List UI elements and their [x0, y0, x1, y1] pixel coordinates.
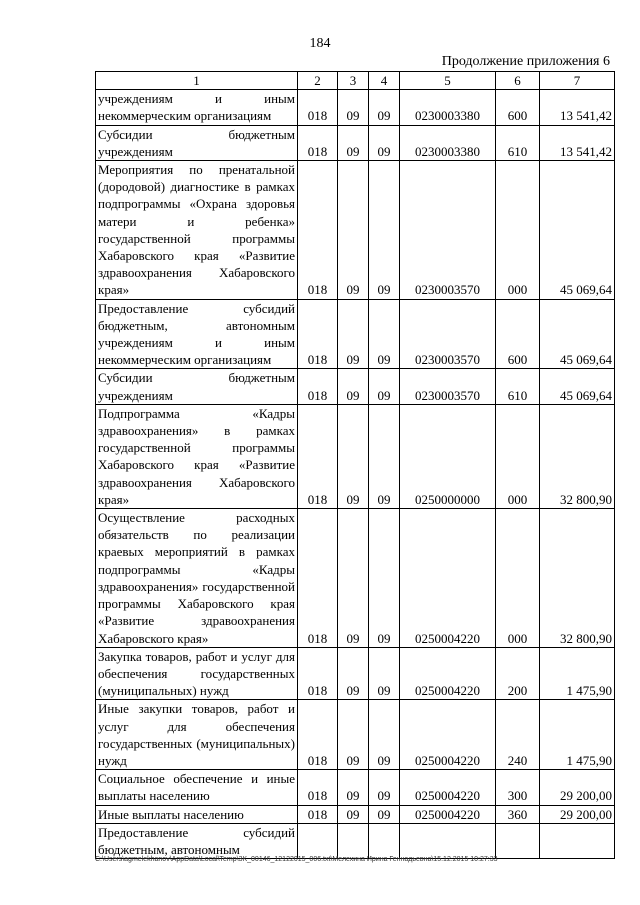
amount: 1 475,90: [540, 700, 615, 770]
table-row: [96, 369, 615, 404]
row-name: Иные выплаты населению: [96, 805, 298, 823]
target-article-code: 0250004220: [400, 805, 496, 823]
target-article-code: 0230003570: [400, 369, 496, 404]
section-code: 09: [338, 509, 369, 648]
target-article-code: 0250000000: [400, 404, 496, 508]
row-name: Социальное обеспечение и иные выплаты населению: [96, 770, 298, 805]
row-name: учреждениям и иным некоммерческим организациям: [96, 90, 298, 125]
subsection-code: 09: [369, 125, 400, 160]
ministry-code: 018: [298, 125, 338, 160]
col-header-7: 7: [540, 72, 615, 90]
target-article-code: [400, 823, 496, 858]
section-code: 09: [338, 647, 369, 700]
amount: 13 541,42: [540, 90, 615, 125]
target-article-code: 0230003570: [400, 299, 496, 369]
row-name: Закупка товаров, работ и услуг для обеспечения государственных (муниципальных) нужд: [96, 647, 298, 700]
col-header-5: 5: [400, 72, 496, 90]
target-article-code: 0250004220: [400, 647, 496, 700]
row-name: Подпрограмма «Кадры здравоохранения» в рамках государственной программы Хабаровского края «Развитие здравоохранения Хабаровского края»: [96, 404, 298, 508]
ministry-code: 018: [298, 805, 338, 823]
continuation-label: Продолжение приложения 6: [441, 54, 610, 69]
row-name: Осуществление расходных обязательств по реализации краевых мероприятий в рамках подпрограммы «Кадры здравоохранения» государственной программы Хабаровского края «Развитие здравоохранения Хабаровского края»: [96, 509, 298, 648]
expense-type-code: 200: [496, 647, 540, 700]
col-header-6: 6: [496, 72, 540, 90]
section-code: 09: [338, 299, 369, 369]
subsection-code: 09: [369, 161, 400, 300]
table-row: [96, 647, 615, 700]
row-name: Иные закупки товаров, работ и услуг для обеспечения государственных (муниципальных) нужд: [96, 700, 298, 770]
table-row: [96, 770, 615, 805]
ministry-code: 018: [298, 90, 338, 125]
amount: 1 475,90: [540, 647, 615, 700]
amount: 45 069,64: [540, 369, 615, 404]
ministry-code: 018: [298, 299, 338, 369]
budget-table: [95, 71, 615, 859]
ministry-code: 018: [298, 700, 338, 770]
subsection-code: 09: [369, 90, 400, 125]
table-row: [96, 299, 615, 369]
table-row: [96, 90, 615, 125]
header-row: [96, 72, 615, 90]
ministry-code: [298, 823, 338, 858]
expense-type-code: 000: [496, 404, 540, 508]
amount: [540, 823, 615, 858]
amount: 32 800,90: [540, 404, 615, 508]
expense-type-code: 000: [496, 509, 540, 648]
table-row: [96, 509, 615, 648]
amount: 29 200,00: [540, 770, 615, 805]
amount: 32 800,90: [540, 509, 615, 648]
subsection-code: 09: [369, 805, 400, 823]
section-code: [338, 823, 369, 858]
section-code: 09: [338, 700, 369, 770]
amount: 45 069,64: [540, 299, 615, 369]
col-header-3: 3: [338, 72, 369, 90]
page-number: 184: [309, 36, 331, 51]
subsection-code: 09: [369, 369, 400, 404]
expense-type-code: 600: [496, 299, 540, 369]
table-row: [96, 161, 615, 300]
amount: 29 200,00: [540, 805, 615, 823]
expense-type-code: 000: [496, 161, 540, 300]
target-article-code: 0230003380: [400, 90, 496, 125]
section-code: 09: [338, 805, 369, 823]
expense-type-code: 600: [496, 90, 540, 125]
target-article-code: 0250004220: [400, 509, 496, 648]
expense-type-code: 360: [496, 805, 540, 823]
ministry-code: 018: [298, 404, 338, 508]
table-row: [96, 823, 615, 858]
subsection-code: 09: [369, 299, 400, 369]
target-article-code: 0250004220: [400, 770, 496, 805]
target-article-code: 0230003570: [400, 161, 496, 300]
file-path-footer: C:\Users\agmelekhanov\AppData\Local\Temp\3K_00146_12122015_006.txt\Мелехина Ирина Геннадьевна\15.12.2015 10:27:33: [95, 856, 498, 863]
subsection-code: 09: [369, 509, 400, 648]
section-code: 09: [338, 161, 369, 300]
ministry-code: 018: [298, 509, 338, 648]
col-header-4: 4: [369, 72, 400, 90]
row-name: Мероприятия по пренатальной (дородовой) диагностике в рамках подпрограммы «Охрана здоровья матери и ребенка» государственной программы Хабаровского края «Развитие здравоохранения Хабаровского края»: [96, 161, 298, 300]
expense-type-code: 240: [496, 700, 540, 770]
section-code: 09: [338, 404, 369, 508]
expense-type-code: [496, 823, 540, 858]
ministry-code: 018: [298, 161, 338, 300]
subsection-code: [369, 823, 400, 858]
row-name: Субсидии бюджетным учреждениям: [96, 125, 298, 160]
table-row: [96, 805, 615, 823]
col-header-2: 2: [298, 72, 338, 90]
ministry-code: 018: [298, 647, 338, 700]
subsection-code: 09: [369, 770, 400, 805]
target-article-code: 0250004220: [400, 700, 496, 770]
row-name: Субсидии бюджетным учреждениям: [96, 369, 298, 404]
table-row: [96, 700, 615, 770]
expense-type-code: 300: [496, 770, 540, 805]
ministry-code: 018: [298, 770, 338, 805]
subsection-code: 09: [369, 404, 400, 508]
row-name: Предоставление субсидий бюджетным, автономным учреждениям и иным некоммерческим организациям: [96, 299, 298, 369]
amount: 45 069,64: [540, 161, 615, 300]
subsection-code: 09: [369, 647, 400, 700]
subsection-code: 09: [369, 700, 400, 770]
table-row: [96, 404, 615, 508]
target-article-code: 0230003380: [400, 125, 496, 160]
expense-type-code: 610: [496, 125, 540, 160]
ministry-code: 018: [298, 369, 338, 404]
amount: 13 541,42: [540, 125, 615, 160]
section-code: 09: [338, 125, 369, 160]
row-name: Предоставление субсидий бюджетным, автономным: [96, 823, 298, 858]
section-code: 09: [338, 369, 369, 404]
col-header-1: 1: [96, 72, 298, 90]
table-row: [96, 125, 615, 160]
section-code: 09: [338, 770, 369, 805]
section-code: 09: [338, 90, 369, 125]
expense-type-code: 610: [496, 369, 540, 404]
